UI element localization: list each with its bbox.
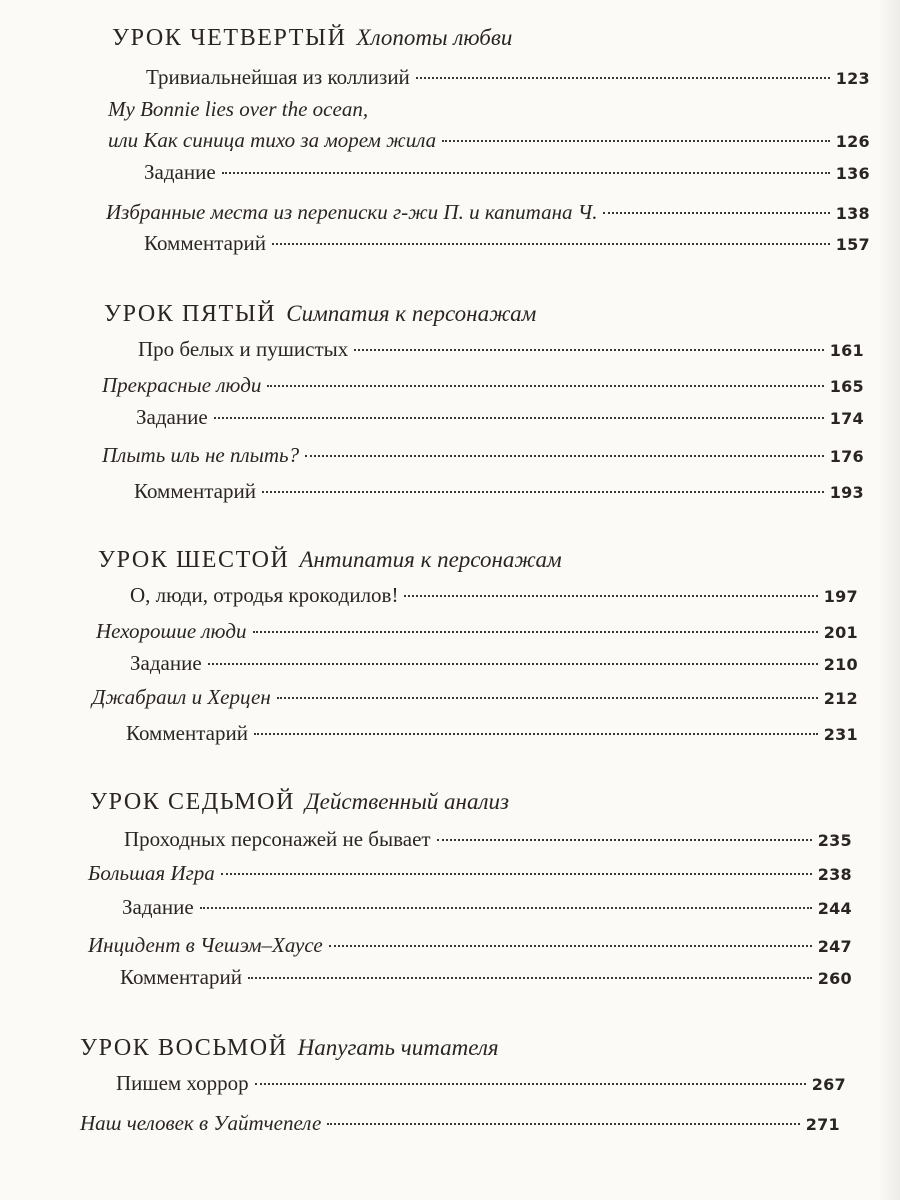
page-number: 123 [835, 69, 870, 88]
entry-title: О, люди, отродья крокодилов! [130, 583, 399, 607]
dot-leader [255, 1083, 806, 1085]
page-number: 197 [823, 587, 858, 606]
dot-leader [329, 945, 812, 947]
entry-title: Задание [136, 405, 208, 429]
toc-entry [88, 860, 852, 888]
entry-title: Инцидент в Чешэм–Хаусе [88, 933, 323, 957]
toc-entry [124, 826, 852, 854]
dot-leader [354, 349, 823, 351]
lesson-theme: Симпатия к персонажам [286, 301, 537, 326]
dot-leader [442, 140, 830, 142]
entry-title: Плыть иль не плыть? [102, 443, 300, 467]
entry-title: Проходных персонажей не бывает [124, 827, 431, 851]
page-number: 271 [805, 1115, 840, 1134]
toc-entry [130, 582, 858, 610]
entry-title: Задание [144, 160, 216, 184]
chapter-heading [98, 546, 562, 574]
dot-leader [327, 1123, 799, 1125]
toc-entry [106, 199, 870, 227]
chapter-heading [90, 788, 509, 816]
entry-title: Комментарий [134, 479, 256, 503]
toc-entry [144, 159, 870, 187]
lesson-number: УРОК ШЕСТОЙ [98, 547, 290, 573]
dot-leader [253, 631, 818, 633]
dot-leader [262, 491, 824, 493]
lesson-theme: Хлопоты любви [356, 25, 513, 50]
dot-leader [208, 663, 818, 665]
page-number: 260 [817, 969, 852, 988]
toc-entry [120, 964, 852, 992]
lesson-number: УРОК ПЯТЫЙ [104, 301, 277, 327]
page-number: 161 [829, 341, 864, 360]
toc-entry [108, 127, 870, 155]
entry-title: Тривиальнейшая из коллизий [146, 65, 410, 89]
chapter-heading [80, 1034, 499, 1062]
dot-leader [437, 839, 812, 841]
chapter-heading [104, 300, 536, 328]
page-number: 138 [835, 204, 870, 223]
toc-entry [146, 64, 870, 92]
dot-leader [267, 385, 823, 387]
page-number: 244 [817, 899, 852, 918]
toc-entry [96, 618, 858, 646]
toc-entry [92, 684, 858, 712]
entry-title: Задание [130, 651, 202, 675]
page-number: 174 [829, 409, 864, 428]
dot-leader [603, 212, 829, 214]
dot-leader [416, 77, 830, 79]
entry-title: Комментарий [144, 231, 266, 255]
dot-leader [222, 172, 830, 174]
dot-leader [277, 697, 818, 699]
lesson-theme: Напугать читателя [297, 1035, 499, 1060]
entry-title-first-line: My Bonnie lies over the ocean, [108, 97, 369, 121]
entry-title: Комментарий [126, 721, 248, 745]
page-number: 212 [823, 689, 858, 708]
page-number: 247 [817, 937, 852, 956]
dot-leader [305, 455, 824, 457]
dot-leader [404, 595, 817, 597]
page-number: 210 [823, 655, 858, 674]
page-number: 201 [823, 623, 858, 642]
entry-title: Нехорошие люди [96, 619, 247, 643]
entry-title: Избранные места из переписки г-жи П. и капитана Ч. [106, 200, 598, 224]
entry-title: Пишем хоррор [116, 1071, 249, 1095]
dot-leader [248, 977, 812, 979]
toc-entry [80, 1110, 840, 1138]
page-number: 157 [835, 235, 870, 254]
dot-leader [272, 243, 830, 245]
page-number: 165 [829, 377, 864, 396]
page-number: 231 [823, 725, 858, 744]
toc-entry [144, 230, 870, 258]
entry-title: Прекрасные люди [102, 373, 262, 397]
lesson-theme: Действенный анализ [305, 789, 509, 814]
page-number: 176 [829, 447, 864, 466]
dot-leader [200, 907, 812, 909]
page-number: 238 [817, 865, 852, 884]
entry-title: Наш человек в Уайтчепеле [80, 1111, 322, 1135]
page-number: 267 [811, 1075, 846, 1094]
dot-leader [221, 873, 812, 875]
toc-entry [122, 894, 852, 922]
toc-entry [138, 336, 864, 364]
entry-title: Про белых и пушистых [138, 337, 349, 361]
toc-entry [102, 442, 864, 470]
toc-entry [130, 650, 858, 678]
entry-title: Задание [122, 895, 194, 919]
entry-title: или Как синица тихо за морем жила [108, 128, 437, 152]
lesson-number: УРОК ЧЕТВЕРТЫЙ [112, 25, 347, 51]
page-number: 136 [835, 164, 870, 183]
dot-leader [254, 733, 818, 735]
page-number: 126 [835, 132, 870, 151]
toc-entry [136, 404, 864, 432]
toc-entry [116, 1070, 846, 1098]
lesson-theme: Антипатия к персонажам [299, 547, 562, 572]
page-number: 193 [829, 483, 864, 502]
entry-title: Джабраил и Херцен [92, 685, 271, 709]
page-number: 235 [817, 831, 852, 850]
toc-entry [102, 372, 864, 400]
toc-entry [88, 932, 852, 960]
lesson-number: УРОК ВОСЬМОЙ [80, 1035, 288, 1061]
page-binding-shadow [878, 0, 900, 1200]
toc-entry [126, 720, 858, 748]
toc-entry [134, 478, 864, 506]
chapter-heading [112, 24, 512, 52]
entry-title: Комментарий [120, 965, 242, 989]
entry-title: Большая Игра [88, 861, 215, 885]
dot-leader [214, 417, 824, 419]
lesson-number: УРОК СЕДЬМОЙ [90, 789, 296, 815]
